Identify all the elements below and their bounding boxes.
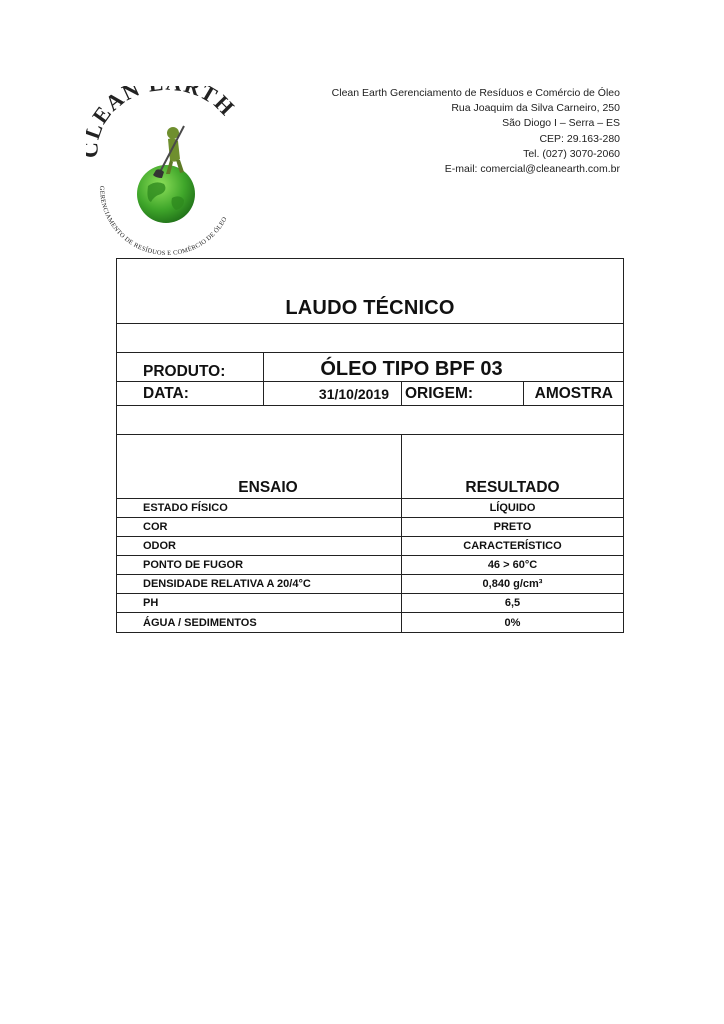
- technical-report-table: [116, 258, 624, 633]
- test-result: 0%: [504, 616, 521, 629]
- spacer-row: [117, 324, 623, 353]
- results-header-row: [117, 435, 623, 499]
- test-result: 46 > 60°C: [487, 559, 538, 571]
- company-cep: CEP: 29.163-280: [539, 132, 620, 145]
- table-row: [117, 556, 623, 575]
- test-name: COR: [117, 518, 402, 536]
- test-name: ODOR: [117, 537, 402, 555]
- spacer-row: [117, 406, 623, 435]
- company-street: Rua Joaquim da Silva Carneiro, 250: [451, 102, 620, 115]
- test-name: ÁGUA / SEDIMENTOS: [117, 613, 402, 632]
- test-result: 0,840 g/cm³: [482, 578, 543, 590]
- product-label: PRODUTO:: [117, 353, 264, 381]
- test-result: PRETO: [493, 521, 532, 533]
- date-origin-row: [117, 382, 623, 406]
- logo-ring-text: GERENCIAMENTO DE RESÍDUOS E COMÉRCIO DE ÓLEO: [97, 185, 229, 256]
- company-info: [332, 86, 620, 177]
- table-row: [117, 518, 623, 537]
- report-title-row: [117, 259, 623, 324]
- svg-text:CLEAN EARTH: [86, 86, 240, 158]
- test-result: LÍQUIDO: [489, 502, 536, 514]
- date-value: 31/10/2019: [264, 382, 402, 405]
- product-row: [117, 353, 623, 382]
- column-header-test: ENSAIO: [117, 435, 402, 498]
- company-phone: Tel. (027) 3070-2060: [523, 147, 620, 160]
- origin-label: ORIGEM:: [402, 382, 524, 405]
- date-label: DATA:: [117, 382, 264, 405]
- table-row: [117, 613, 623, 632]
- globe-icon: [137, 165, 195, 223]
- test-name: PH: [117, 594, 402, 612]
- test-result: 6,5: [504, 597, 521, 609]
- test-result: CARACTERÍSTICO: [463, 540, 562, 552]
- column-header-result: RESULTADO: [465, 479, 560, 496]
- test-name: ESTADO FÍSICO: [117, 499, 402, 517]
- table-row: [117, 499, 623, 518]
- origin-value: AMOSTRA: [534, 384, 613, 402]
- product-value: ÓLEO TIPO BPF 03: [320, 358, 503, 380]
- logo-brand-text: EAN RTH: [87, 86, 241, 129]
- company-district: São Diogo I – Serra – ES: [502, 117, 620, 130]
- test-name: PONTO DE FUGOR: [117, 556, 402, 574]
- clean-earth-logo: [86, 86, 246, 256]
- report-title: LAUDO TÉCNICO: [285, 297, 455, 319]
- company-email[interactable]: E-mail: comercial@cleanearth.com.br: [444, 163, 620, 176]
- sweeper-figure-icon: [153, 126, 184, 178]
- table-row: [117, 575, 623, 594]
- table-row: [117, 594, 623, 613]
- table-row: [117, 537, 623, 556]
- company-name: Clean Earth Gerenciamento de Resíduos e Comércio de Óleo: [331, 87, 620, 99]
- clean-earth-logo-graphic: [86, 86, 246, 256]
- test-name: DENSIDADE RELATIVA A 20/4°C: [117, 575, 402, 593]
